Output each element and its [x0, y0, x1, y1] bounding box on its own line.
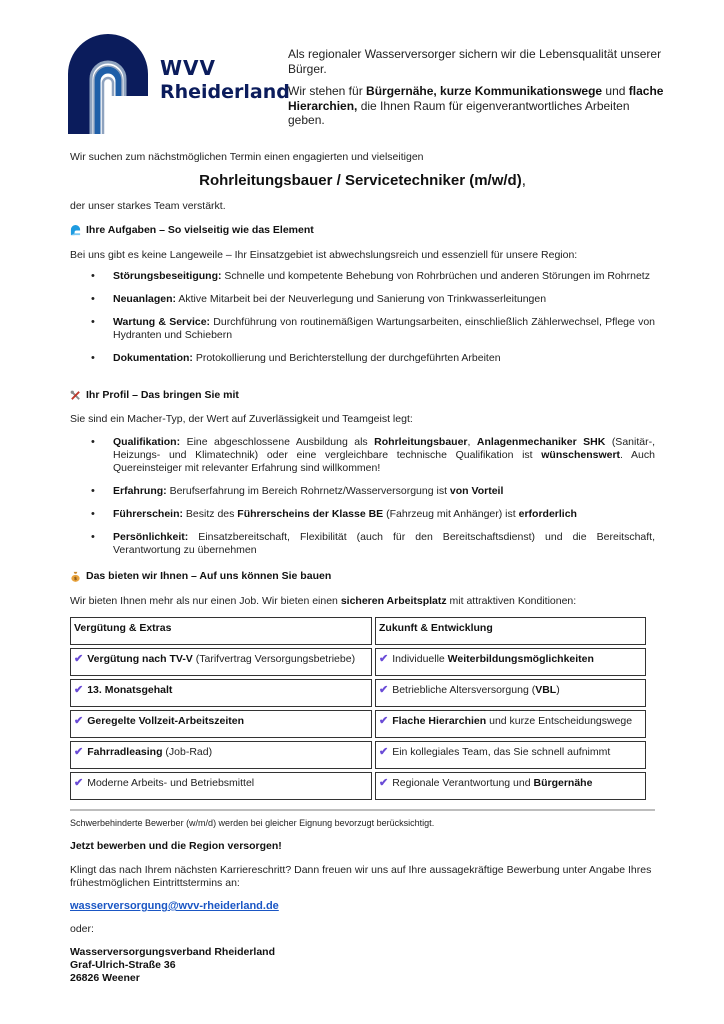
address-city: 26826 Weener — [70, 972, 140, 984]
logo-line-2: Rheiderland — [160, 81, 290, 103]
check-icon: ✔ — [379, 715, 389, 727]
check-icon: ✔ — [379, 653, 389, 665]
offer-heading: $ Das bieten wir Ihnen – Auf uns können Sie bauen — [70, 570, 655, 582]
table-cell: ✔ Ein kollegiales Team, das Sie schnell aufnimmt — [375, 741, 646, 769]
intro-paragraph-2: Wir stehen für Bürgernähe, kurze Kommunikationswege und flache Hierarchien, die Ihnen Raum für eigenverantwortliches Arbeiten geben. — [288, 84, 664, 127]
divider — [70, 809, 655, 811]
table-cell: ✔ 13. Monatsgehalt — [70, 679, 372, 707]
table-cell: ✔ Individuelle Weiterbildungsmöglichkeiten — [375, 648, 646, 676]
logo-line-1: WVV — [160, 56, 217, 80]
benefits-table — [70, 617, 646, 803]
email-line — [70, 900, 655, 912]
offer-intro: Wir bieten Ihnen mehr als nur einen Job. Wir bieten einen sicheren Arbeitsplatz mit attraktiven Konditionen: — [70, 595, 577, 607]
table-header-compensation: Vergütung & Extras — [70, 617, 372, 645]
task-item: • Neuanlagen: Aktive Mitarbeit bei der Neuverlegung und Sanierung von Trinkwasserleitungen — [70, 293, 655, 306]
cta-text: Klingt das nach Ihrem nächsten Karriereschritt? Dann freuen wir uns auf Ihre aussagekräftige Bewerbung unter Angabe Ihres frühestmöglichen Eintrittstermins an: — [70, 864, 652, 889]
address-org: Wasserversorgungsverband Rheiderland — [70, 946, 276, 958]
table-header-future: Zukunft & Entwicklung — [375, 617, 646, 645]
disability-note: Schwerbehinderte Bewerber (w/m/d) werden bei gleicher Eignung bevorzugt berücksichtigt. — [70, 818, 435, 828]
tools-icon — [70, 390, 81, 401]
table-row — [70, 679, 646, 707]
team-line: der unser starkes Team verstärkt. — [70, 200, 226, 212]
table-cell: ✔ Regionale Verantwortung und Bürgernähe — [375, 772, 646, 800]
task-item: • Wartung & Service: Durchführung von routinemäßigen Wartungsarbeiten, einschließlich Zählerwechsel, Pflege von Hydranten und Schiebern — [70, 316, 655, 342]
or-text: oder: — [70, 923, 94, 935]
address-block — [70, 946, 655, 985]
profile-item-license: • Führerschein: Besitz des Führerscheins der Klasse BE (Fahrzeug mit Anhänger) ist erforderlich — [70, 508, 655, 521]
check-icon: ✔ — [74, 684, 84, 696]
profile-heading: Ihr Profil – Das bringen Sie mit — [70, 389, 655, 401]
table-row — [70, 741, 646, 769]
svg-text:$: $ — [73, 576, 78, 582]
address-street: Graf-Ulrich-Straße 36 — [70, 959, 176, 971]
job-title: Rohrleitungsbauer / Servicetechniker (m/w/d), — [199, 172, 526, 189]
profile-list — [70, 436, 655, 567]
tasks-intro: Bei uns gibt es keine Langeweile – Ihr Einsatzgebiet ist abwechslungsreich und essenziell für unsere Region: — [70, 249, 578, 261]
profile-item-experience: • Erfahrung: Berufserfahrung im Bereich Rohrnetz/Wasserversorgung ist von Vorteil — [70, 485, 655, 498]
table-header-row — [70, 617, 646, 645]
search-line: Wir suchen zum nächstmöglichen Termin einen engagierten und vielseitigen — [70, 151, 424, 163]
table-cell: ✔ Flache Hierarchien und kurze Entscheidungswege — [375, 710, 646, 738]
tasks-heading: Ihre Aufgaben – So vielseitig wie das Element — [70, 224, 655, 236]
check-icon: ✔ — [74, 715, 84, 727]
wvv-logo — [68, 34, 290, 134]
cta-heading: Jetzt bewerben und die Region versorgen! — [70, 840, 282, 852]
profile-item-qualification: • Qualifikation: Eine abgeschlossene Ausbildung als Rohrleitungsbauer, Anlagenmechaniker SHK (Sanitär-, Heizungs- und Klimatechnik) oder eine vergleichbare technische Qualifikation ist wünschenswert. Auch Quereinsteiger mit relevanter Erfahrung sind willkommen! — [70, 436, 655, 475]
check-icon: ✔ — [379, 684, 389, 696]
check-icon: ✔ — [74, 653, 84, 665]
profile-intro: Sie sind ein Macher-Typ, der Wert auf Zuverlässigkeit und Teamgeist legt: — [70, 413, 413, 425]
task-item: • Störungsbeseitigung: Schnelle und kompetente Behebung von Rohrbrüchen und anderen Störungen im Rohrnetz — [70, 270, 655, 283]
money-bag-icon — [70, 571, 81, 582]
check-icon: ✔ — [379, 777, 389, 789]
arch-logo-icon — [68, 34, 163, 134]
wave-icon — [70, 225, 81, 236]
task-item: • Dokumentation: Protokollierung und Berichterstellung der durchgeführten Arbeiten — [70, 352, 655, 365]
table-row — [70, 772, 646, 800]
email-link[interactable]: wasserversorgung@wvv-rheiderland.de — [70, 900, 279, 912]
table-cell: ✔ Geregelte Vollzeit-Arbeitszeiten — [70, 710, 372, 738]
table-cell: ✔ Vergütung nach TV-V (Tarifvertrag Versorgungsbetriebe) — [70, 648, 372, 676]
table-row — [70, 710, 646, 738]
check-icon: ✔ — [379, 746, 389, 758]
profile-item-personality: • Persönlichkeit: Einsatzbereitschaft, Flexibilität (auch für den Bereitschaftsdienst) und die Bereitschaft, Verantwortung zu übernehmen — [70, 531, 655, 557]
intro-paragraph-1: Als regionaler Wasserversorger sichern wir die Lebensqualität unserer Bürger. — [288, 47, 662, 76]
table-cell: ✔ Fahrradleasing (Job-Rad) — [70, 741, 372, 769]
table-cell: ✔ Moderne Arbeits- und Betriebsmittel — [70, 772, 372, 800]
intro-text — [288, 47, 668, 136]
tasks-list — [70, 270, 655, 375]
table-row — [70, 648, 646, 676]
check-icon: ✔ — [74, 746, 84, 758]
check-icon: ✔ — [74, 777, 84, 789]
table-cell: ✔ Betriebliche Altersversorgung (VBL) — [375, 679, 646, 707]
